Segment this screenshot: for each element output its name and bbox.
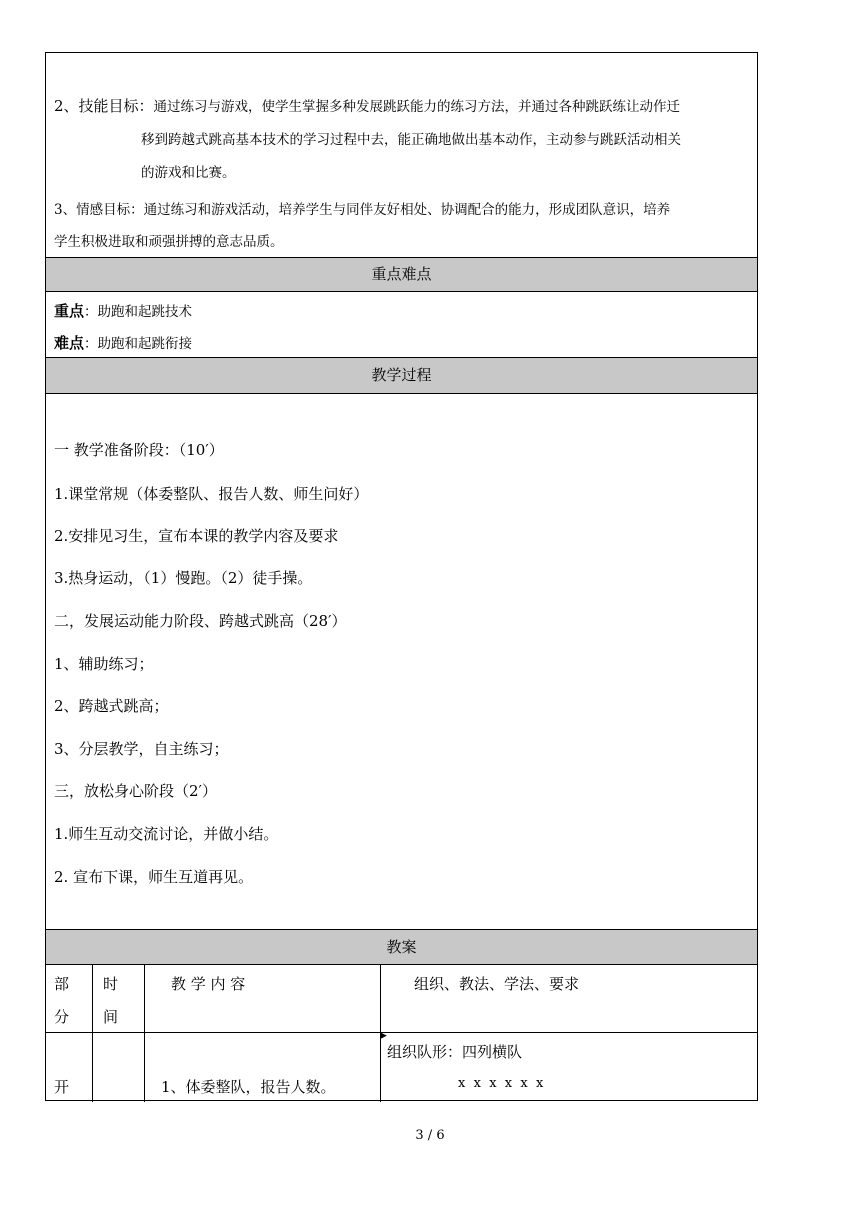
key-point-label: 重点	[54, 302, 85, 320]
lesson-plan-column-headers	[46, 965, 757, 1033]
lesson-plan-row	[46, 1033, 757, 1102]
skill-objective-label: 2、技能目标：	[54, 97, 154, 115]
emotion-objective-line2: 学生积极进取和顽强拼搏的意志品质。	[54, 234, 284, 250]
difficult-point-label: 难点	[54, 334, 85, 352]
lesson-plan-header	[46, 930, 757, 965]
skill-objective-text: 通过练习与游戏，使学生掌握多种发展跳跃能力的练习方法，并通过各种跳跃练让动作迁	[153, 99, 681, 115]
col-content-header: 教 学 内 容	[171, 975, 246, 993]
column-divider	[380, 1033, 381, 1102]
row-content: 1、体委整队，报告人数。	[161, 1078, 336, 1096]
key-points-section	[46, 292, 757, 358]
objectives-section	[46, 53, 757, 258]
process-header	[46, 358, 757, 394]
difficult-point-line	[54, 332, 192, 353]
row-formation: x x x x x x	[458, 1076, 544, 1091]
lesson-table	[45, 52, 758, 1101]
anchor-marker-icon: ▶	[380, 1031, 387, 1041]
process-line: 2.安排见习生，宣布本课的教学内容及要求	[54, 527, 339, 545]
col-org-header: 组织、教法、学法、要求	[414, 975, 580, 993]
process-title: 教学过程	[371, 366, 432, 384]
col-time-char2: 间	[103, 1008, 119, 1026]
key-points-title: 重点难点	[371, 265, 432, 283]
page-number: 3 / 6	[415, 1128, 445, 1143]
process-line: 1.师生互动交流讨论，并做小结。	[54, 825, 279, 843]
col-part-char1: 部	[54, 975, 70, 993]
row-org: 组织队形：四列横队	[387, 1043, 523, 1061]
process-line: 一 教学准备阶段：（10′）	[54, 441, 224, 459]
key-point-line	[54, 300, 192, 321]
difficult-point-text: ：助跑和起跳衔接	[84, 336, 193, 352]
column-divider	[92, 1033, 93, 1102]
skill-objective-line2: 移到跨越式跳高基本技术的学习过程中去，能正确地做出基本动作，主动参与跳跃活动相关	[141, 132, 681, 148]
process-line: 三，放松身心阶段（2′）	[54, 782, 217, 800]
process-line: 2. 宣布下课，师生互道再见。	[54, 868, 254, 886]
process-line: 1、辅助练习；	[54, 655, 154, 673]
key-points-header	[46, 258, 757, 292]
process-line: 2、跨越式跳高；	[54, 697, 169, 715]
col-time-char1: 时	[103, 975, 119, 993]
row-part: 开	[54, 1078, 70, 1096]
column-divider	[144, 965, 145, 1032]
process-line: 1.课堂常规（体委整队、报告人数、师生问好）	[54, 485, 369, 503]
process-line: 二，发展运动能力阶段、跨越式跳高（28′）	[54, 612, 347, 630]
skill-objective-line1	[54, 95, 680, 116]
process-section	[46, 394, 757, 930]
emotion-objective-line1: 3、情感目标：通过练习和游戏活动，培养学生与同伴友好相处、协调配合的能力，形成团队意识，培养	[54, 202, 671, 218]
process-line: 3.热身运动，（1）慢跑。（2）徒手操。	[54, 569, 313, 587]
process-line: 3、分层教学，自主练习；	[54, 740, 229, 758]
column-divider	[144, 1033, 145, 1102]
lesson-plan-title: 教案	[386, 938, 417, 956]
column-divider	[380, 965, 381, 1032]
skill-objective-line3: 的游戏和比赛。	[141, 165, 236, 181]
col-part-char2: 分	[54, 1008, 70, 1026]
column-divider	[92, 965, 93, 1032]
key-point-text: ：助跑和起跳技术	[84, 304, 193, 320]
